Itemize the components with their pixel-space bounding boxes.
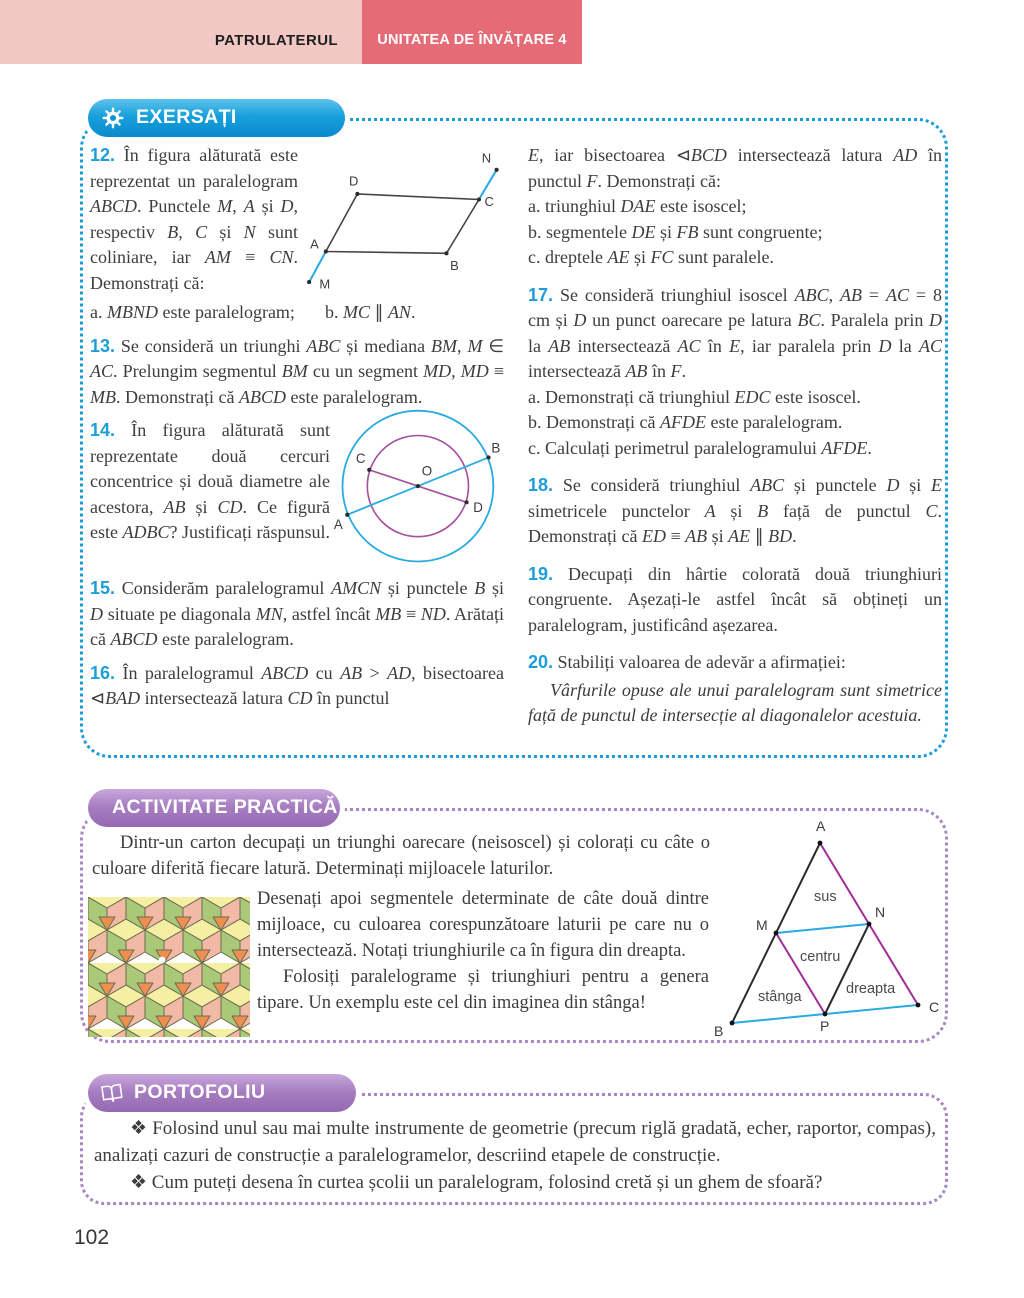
point-label: O [421,463,433,479]
activitate-paragraph-1: Dintr-un carton decupați un triunghi oarecare (neisoscel) și colorați cu câte o culoare diferită fiecare latură. Determinați mijloacele laturilor. [92,833,710,879]
region-label-dreapta: dreapta [846,981,896,997]
header-chapter-band [0,0,362,64]
point-label: C [929,999,940,1015]
book-icon [101,1082,123,1104]
chapter-title: PATRULATERUL [214,31,338,49]
page-number: 102 [74,1226,110,1249]
header-unit-band [362,0,582,64]
tessellation-pattern-image [88,897,250,1037]
point-label: N [481,150,492,166]
point-label: B [450,258,459,274]
activitate-header-pill [88,789,340,827]
activitate-paragraph-3: Folosiți paralelograme și triunghiuri pentru a genera tipare. Un exemplu este cel din imaginea din stânga! [257,967,709,1013]
exercise-12-answers: a. MBND este paralelogram; b. MC ∥ AN. [90,302,416,322]
exercise-14-text: 14. În figura alăturată sunt reprezentate două cercuri concentrice și două diametre ale acestora, AB și CD. Ce figură este ADBC? Justificați răspunsul. [90,420,331,542]
portofoliu-item: ❖ Folosind unul sau mai multe instrumente de geometrie (precum riglă gradată, echer, raportor, compas), analizați cazuri de construcție a paralelogramelor, descriind etapele de construcție. [94,1118,936,1166]
point-label: C [484,194,494,210]
point-label: C [355,451,366,467]
point-label: A [310,236,319,252]
exercise-13: 13. Se consideră un triunghi ABC și mediana BM, M ∈ AC. Prelungim segmentul BM cu un segment MD, MD ≡ MB. Demonstrați că ABCD este paralelogram. [90,335,505,407]
portofoliu-text [94,1115,936,1196]
activitate-paragraph-2: Desenați apoi segmentele determinate de câte două dintre mijloace, cu culoarea corespunzătoare laturii pe care nu o intersectează. Notați triunghiurile ca în figura din dreapta. [257,889,709,961]
point-label: A [333,517,343,533]
exercise-12 [90,143,504,296]
activitate-middle-text [257,886,709,1016]
exersati-header-pill [88,99,345,137]
point-label: P [820,1018,830,1034]
portofoliu-title: PORTOFOLIU [134,1081,266,1103]
exercise-19: 19. Decupați din hârtie colorată două triunghiuri congruente. Așezați-le astfel încât să obțineți un paralelogram, justificând așezarea. [528,563,943,635]
pattern-white-dot [159,957,166,964]
point-label: N [875,904,886,920]
point-label: D [473,499,483,515]
activitate-title: ACTIVITATE PRACTICĂ [112,796,338,818]
diamond-bullet-icon: ❖ [130,1118,148,1139]
portofoliu-item: ❖ Cum puteți desena în curtea școlii un paralelogram, folosind cretă și un ghem de sfoară? [130,1172,823,1193]
region-label-centru: centru [800,949,841,965]
exercise-16-continuation: E, iar bisectoarea ⊲BCD intersectează latura AD în punctul F. Demonstrați că: a. triunghiul DAE este isoscel; b. segmentele DE și FB sunt congruente; c. dreptele AE și FC sunt paralele. [528,145,942,267]
midpoint-triangle-figure [710,815,950,1040]
point-label: D [349,173,359,189]
concentric-circles-figure [330,404,502,572]
exersati-title: EXERSAȚI [136,106,237,128]
parallelogram-figure [298,143,504,295]
portofoliu-header-pill [88,1074,356,1112]
region-label-stanga: stânga [758,989,802,1005]
point-label: M [756,917,768,933]
point-label: M [319,276,331,292]
region-label-sus: sus [814,889,837,905]
exercise-12-number: 12. [90,145,116,165]
exercise-17: 17. Se consideră triunghiul isoscel ABC, AB = AC = 8 cm și D un punct oarecare pe latura BC. Paralela prin D la AB intersectează AC în E, iar paralela prin D la AC intersectează AB în F. a. Demonstrați că triunghiul EDC este isoscel. b. Demonstrați că AFDE este paralelogram. c. Calculați perimetrul paralelogramului AFDE. [528,284,943,458]
point-label: B [714,1023,724,1039]
exercise-12-text: 12. În figura alăturată este reprezentat un paralelogram ABCD. Punctele M, A și D, respectiv B, C și N sunt coliniare, iar AM ≡ CN. Demonstrați că: [90,145,298,293]
point-label: A [816,818,826,834]
exercise-18: 18. Se consideră triunghiul ABC și punctele D și E simetricele punctelor A și B față de punctul C. Demonstrați că ED ≡ AB și AE ∥ BD. [528,475,942,546]
exercises-right-column [528,143,942,737]
exercise-20-statement: Vârfurile opuse ale unui paralelogram sunt simetrice față de punctul de intersecție al diagonalelor acestuia. [528,679,942,725]
exercise-14 [90,418,504,572]
gear-icon [101,106,125,130]
exercises-left-column [90,143,504,720]
point-label: B [491,440,501,456]
diamond-bullet-icon: ❖ [130,1172,148,1193]
exercise-15: 15. Considerăm paralelogramul AMCN și punctele B și D situate pe diagonala MN, astfel încât MB ≡ ND. Arătați că ABCD este paralelogram. [90,578,505,649]
unit-title: UNITATEA DE ÎNVĂȚARE 4 [377,32,567,48]
exercise-16: 16. În paralelogramul ABCD cu AB > AD, bisectoarea ⊲BAD intersectează latura CD în punctul [90,662,504,708]
exercise-20: 20. Stabiliți valoarea de adevăr a afirmației: Vârfurile opuse ale unui paralelogram sunt simetrice față de punctul de intersecție al diagonalelor acestuia. [528,650,942,729]
